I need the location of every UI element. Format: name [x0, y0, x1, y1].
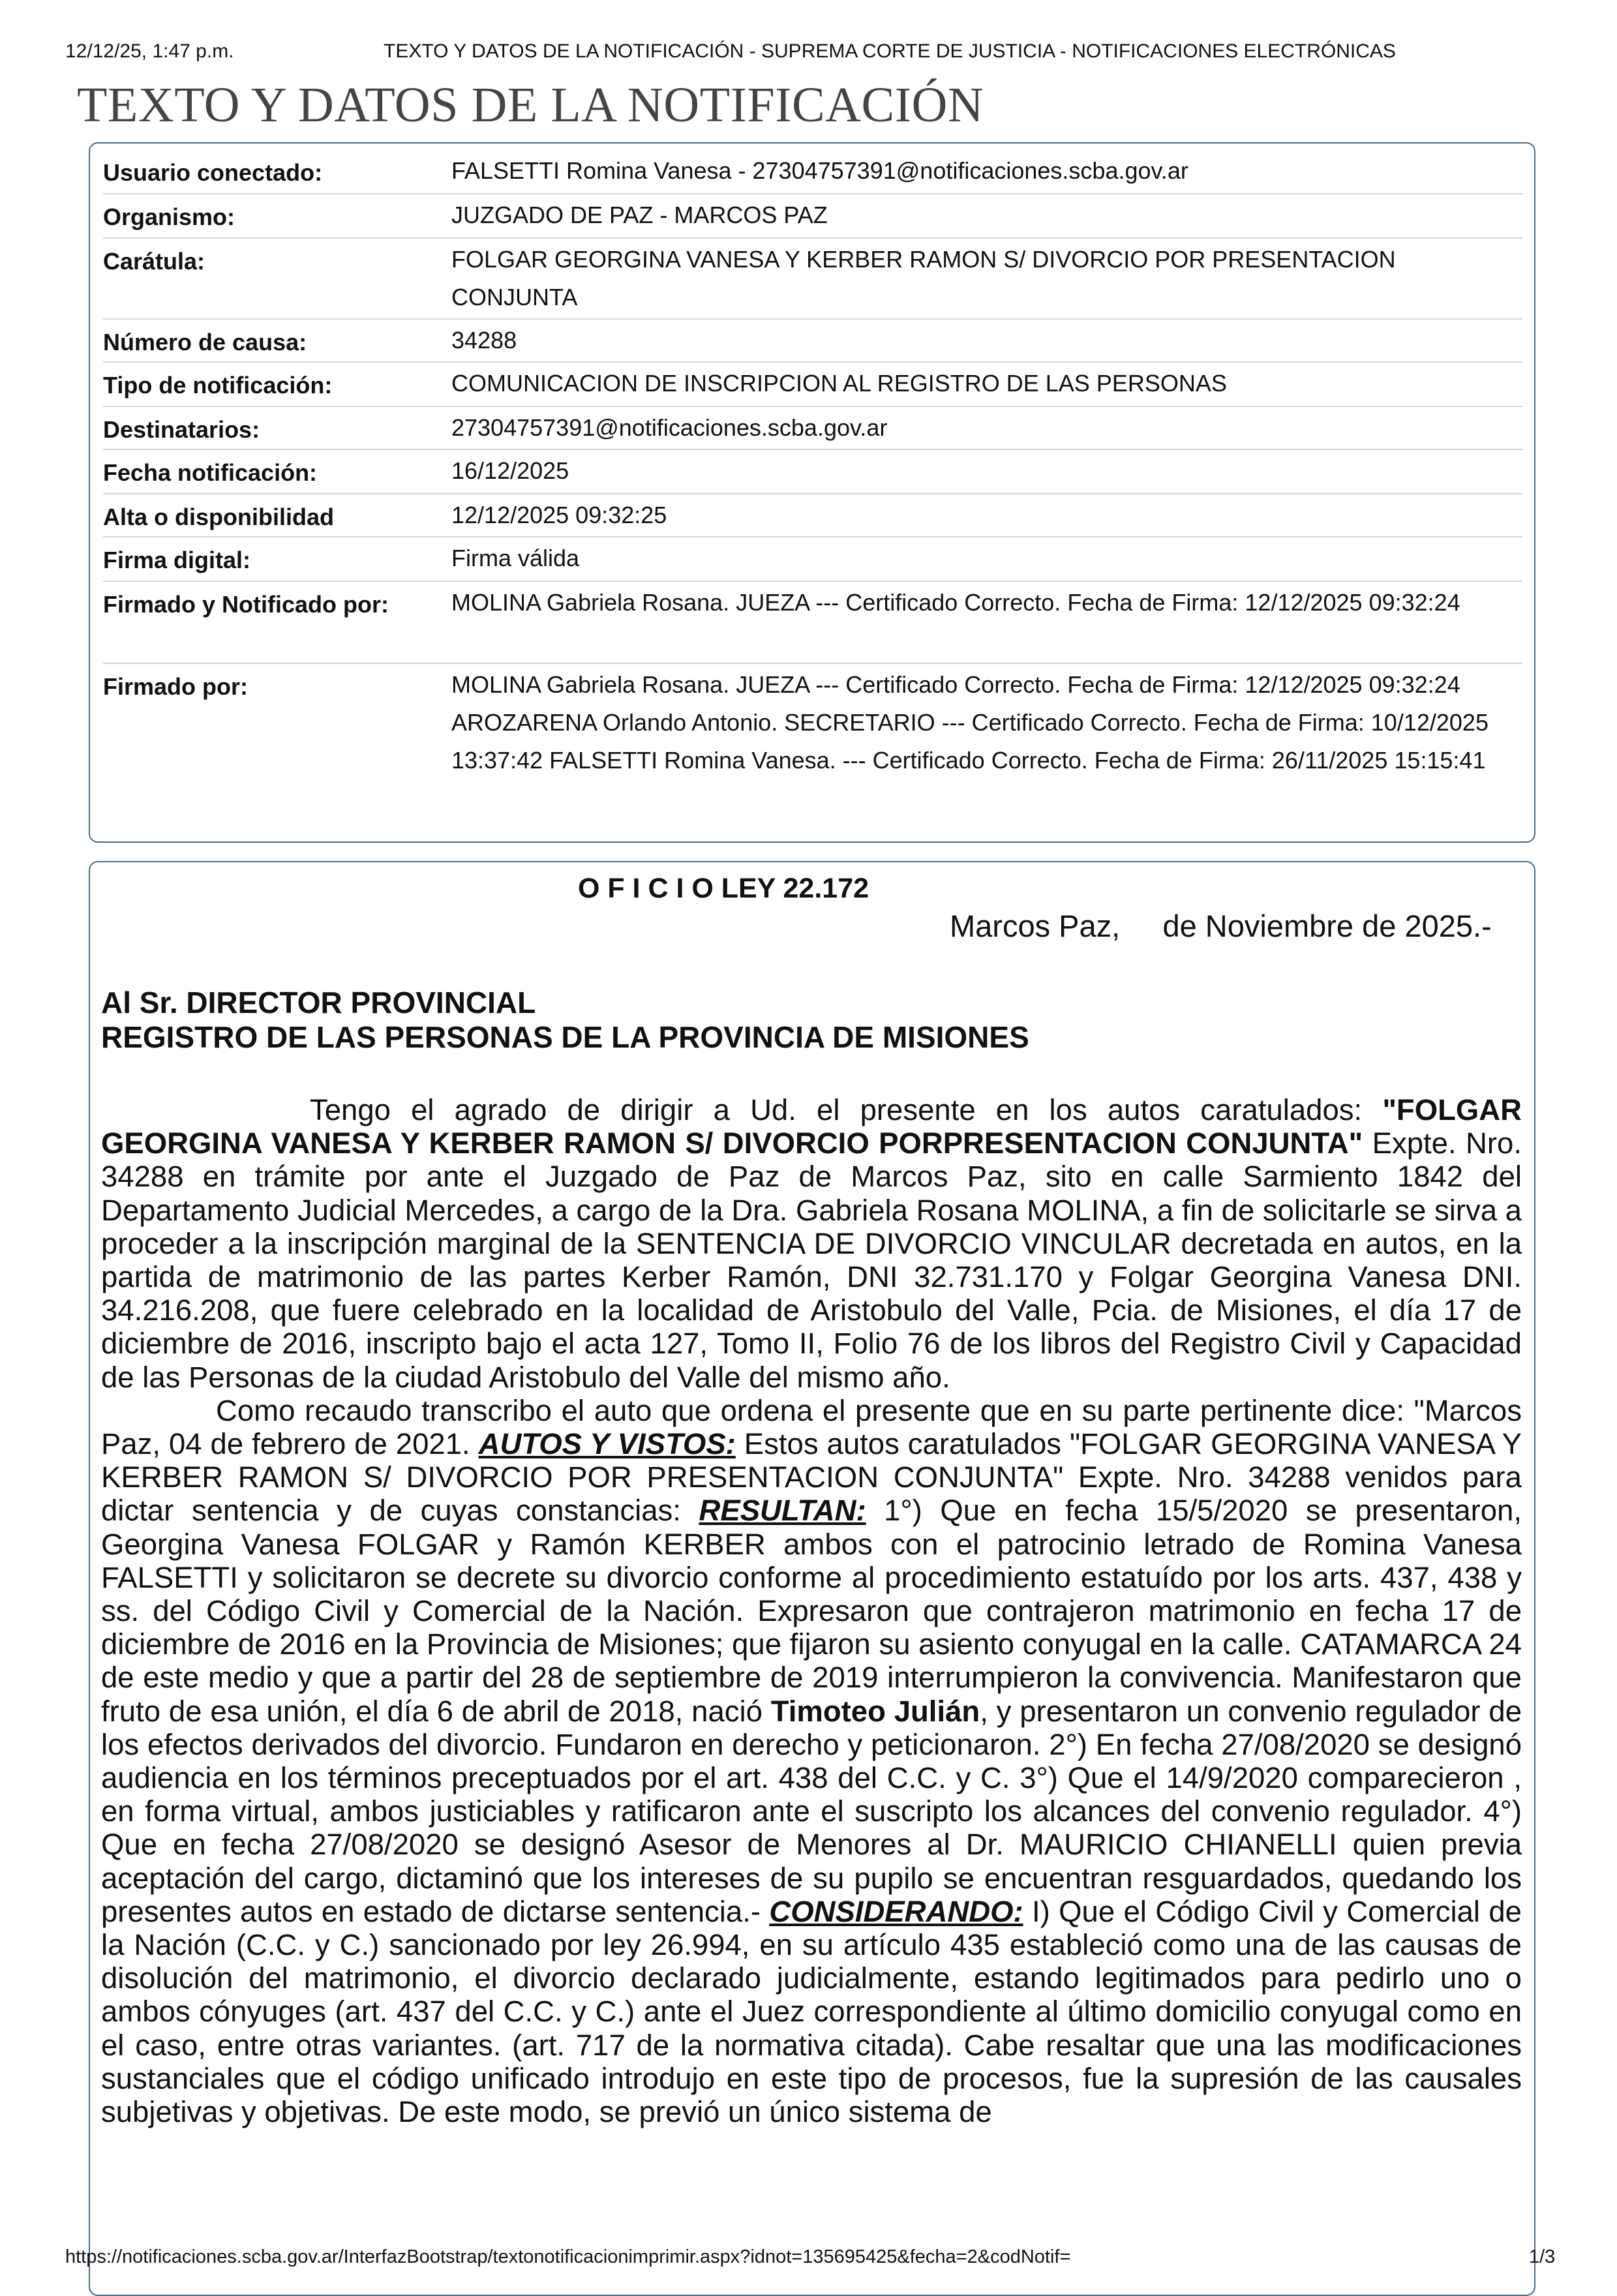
info-row-organismo [103, 194, 1522, 239]
caratula-value: FOLGAR GEORGINA VANESA Y KERBER RAMON S/ DIVORCIO POR PRESENTACION CONJUNTA [451, 246, 1396, 310]
alta-label: Alta o disponibilidad [103, 504, 334, 530]
firmado-value: MOLINA Gabriela Rosana. JUEZA --- Certificado Correcto. Fecha de Firma: 12/12/2025 09:32:24 AROZARENA Orlando Antonio. SECRETARIO --- Certificado Correcto. Fecha de Firma: 10/12/2025 13:37:42 FALSETTI Romina Vanesa. --- Certificado Correcto. Fecha de Firma: 26/11/2025 15:15:41 [451, 671, 1489, 774]
fecha-label: Fecha notificación: [103, 459, 318, 486]
print-header-title: TEXTO Y DATOS DE LA NOTIFICACIÓN - SUPREMA CORTE DE JUSTICIA - NOTIFICACIONES ELECTRÓNICAS [384, 40, 1396, 62]
resultan-heading: RESULTAN: [699, 1494, 866, 1528]
destinatarios-value: 27304757391@notificaciones.scba.gov.ar [451, 414, 888, 441]
info-row-tipo [103, 363, 1522, 407]
p2-e: I) Que el Código Civil y Comercial de la Nación (C.C. y C.) sancionado por ley 26.994, en su artículo 435 estableció como una de las causas de disolución del matrimonio, el divorcio declarado judicialmente, estando legitimados para pedirlo uno o ambos cónyuges (art. 437 del C.C. y C.) ante el Juez correspondiente al último domicilio conyugal como en el caso, entre otras variantes. (art. 717 de la normativa citada). Cabe resaltar que una las modificaciones sustanciales que el código unificado introdujo en este tipo de procesos, fue la supresión de las causales subjetivas y objetivas. De este modo, se previó un único sistema de [101, 1894, 1522, 2129]
firmado-label: Firmado por: [103, 673, 248, 700]
p1-rest: Expte. Nro. 34288 en trámite por ante el Juzgado de Paz de Marcos Paz, sito en calle Sarmiento 1842 del Departamento Judicial Mercedes, a cargo de la Dra. Gabriela Rosana MOLINA, a fin de solicitarle se sirva a proceder a la inscripción marginal de la SENTENCIA DE DIVORCIO VINCULAR decretada en autos, en la partida de matrimonio de las partes Kerber Ramón, DNI 32.731.170 y Folgar Georgina Vanesa DNI. 34.216.208, que fuere celebrado en la localidad de Aristobulo del Valle, Pcia. de Misiones, el día 17 de diciembre de 2016, inscripto bajo el acta 127, Tomo II, Folio 76 de los libros del Registro Civil y Capacidad de las Personas de la ciudad Aristobulo del Valle del mismo año. [101, 1126, 1522, 1394]
page-title: TEXTO Y DATOS DE LA NOTIFICACIÓN [77, 78, 984, 132]
p2-d: , y presentaron un convenio regulador de los efectos derivados del divorcio. Fundaron en derecho y peticionaron. 2°) En fecha 27/08/2020 se designó audiencia en los términos preceptuados por el art. 438 del C.C. y C. 3°) Que el 14/9/2020 comparecieron , en forma virtual, ambos justiciables y ratificaron ante el suscripto los alcances del convenio regulador. 4°) Que en fecha 27/08/2020 se designó Asesor de Menores al Dr. MAURICIO CHIANELLI quien previa aceptación del cargo, dictaminó que los intereses de su pupilo se encuentran resguardados, quedando los presentes autos en estado de dictarse sentencia.- [101, 1694, 1522, 1928]
addressee-line-2: REGISTRO DE LAS PERSONAS DE LA PROVINCIA DE MISIONES [101, 1020, 1029, 1054]
child-name: Timoteo Julián [770, 1694, 980, 1728]
p1-caratula: "FOLGAR GEORGINA VANESA Y KERBER RAMON S/ DIVORCIO PORPRESENTACION CONJUNTA" [101, 1093, 1522, 1160]
p2-a: Como recaudo transcribo el auto que ordena el presente que en su parte pertinente dice: "Marcos Paz, 04 de febrero de 2021. [101, 1393, 1522, 1461]
p2-b: Estos autos caratulados "FOLGAR GEORGINA VANESA Y KERBER RAMON S/ DIVORCIO POR PRESENTACION CONJUNTA" Expte. Nro. 34288 venidos para dictar sentencia y de cuyas constancias: [101, 1427, 1522, 1528]
caratula-label: Carátula: [103, 248, 205, 275]
info-row-numero [103, 320, 1522, 363]
info-row-firmado [103, 664, 1522, 826]
firma-digital-label: Firma digital: [103, 547, 251, 573]
print-datetime: 12/12/25, 1:47 p.m. [65, 40, 234, 62]
paragraph-2 [101, 1394, 1522, 2128]
firma-digital-value: Firma válida [451, 545, 580, 571]
addressee-line-1: Al Sr. DIRECTOR PROVINCIAL [101, 986, 536, 1020]
alta-value: 12/12/2025 09:32:25 [451, 502, 667, 528]
tipo-label: Tipo de notificación: [103, 372, 333, 399]
info-row-firmado-notificado [103, 582, 1522, 664]
p2-c: 1°) Que en fecha 15/5/2020 se presentaron, Georgina Vanesa FOLGAR y Ramón KERBER ambos con el patrocinio letrado de Romina Vanesa FALSETTI y solicitaron se decrete su divorcio conforme al procedimiento estatuído por los arts. 437, 438 y ss. del Código Civil y Comercial de la Nación. Expresaron que contrajeron matrimonio en fecha 17 de diciembre de 2016 en la Provincia de Misiones; que fijaron su asiento conyugal en la calle. CATAMARCA 24 de este medio y que a partir del 28 de septiembre de 2019 interrumpieron la convivencia. Manifestaron que fruto de esa unión, el día 6 de abril de 2018, nació [101, 1494, 1522, 1728]
organismo-label: Organismo: [103, 204, 235, 230]
firmado-notificado-value: MOLINA Gabriela Rosana. JUEZA --- Certificado Correcto. Fecha de Firma: 12/12/2025 09:32:24 [451, 589, 1460, 616]
page-number: 1/3 [1529, 2246, 1556, 2267]
tipo-value: COMUNICACION DE INSCRIPCION AL REGISTRO DE LAS PERSONAS [451, 370, 1227, 397]
info-row-caratula [103, 239, 1522, 320]
organismo-value: JUZGADO DE PAZ - MARCOS PAZ [451, 202, 828, 228]
numero-value: 34288 [451, 327, 517, 354]
fecha-value: 16/12/2025 [451, 457, 569, 484]
info-row-fecha [103, 450, 1522, 494]
info-row-usuario [103, 150, 1522, 194]
info-row-destinatarios [103, 407, 1522, 450]
p1-intro: Tengo el agrado de dirigir a Ud. el presente en los autos caratulados: [310, 1093, 1383, 1126]
footer-url: https://notificaciones.scba.gov.ar/InterfazBootstrap/textonotificacionimprimir.aspx?idnot=135695425&fecha=2&codNotif= [65, 2246, 1071, 2267]
considerando-heading: CONSIDERANDO: [769, 1894, 1023, 1928]
destinatarios-label: Destinatarios: [103, 416, 260, 443]
info-row-firma-digital [103, 537, 1522, 582]
autos-y-vistos-heading: AUTOS Y VISTOS: [478, 1427, 736, 1461]
numero-label: Número de causa: [103, 329, 307, 355]
paragraph-1 [101, 1093, 1522, 1394]
firmado-notificado-label: Firmado y Notificado por: [103, 591, 389, 618]
usuario-label: Usuario conectado: [103, 159, 323, 186]
usuario-value: FALSETTI Romina Vanesa - 27304757391@notificaciones.scba.gov.ar [451, 157, 1188, 184]
oficio-title: O F I C I O LEY 22.172 [577, 873, 869, 904]
place-date: Marcos Paz, de Noviembre de 2025.- [950, 909, 1492, 943]
info-row-alta [103, 494, 1522, 537]
notification-info-panel [89, 142, 1535, 843]
oficio-body [101, 1093, 1522, 2128]
